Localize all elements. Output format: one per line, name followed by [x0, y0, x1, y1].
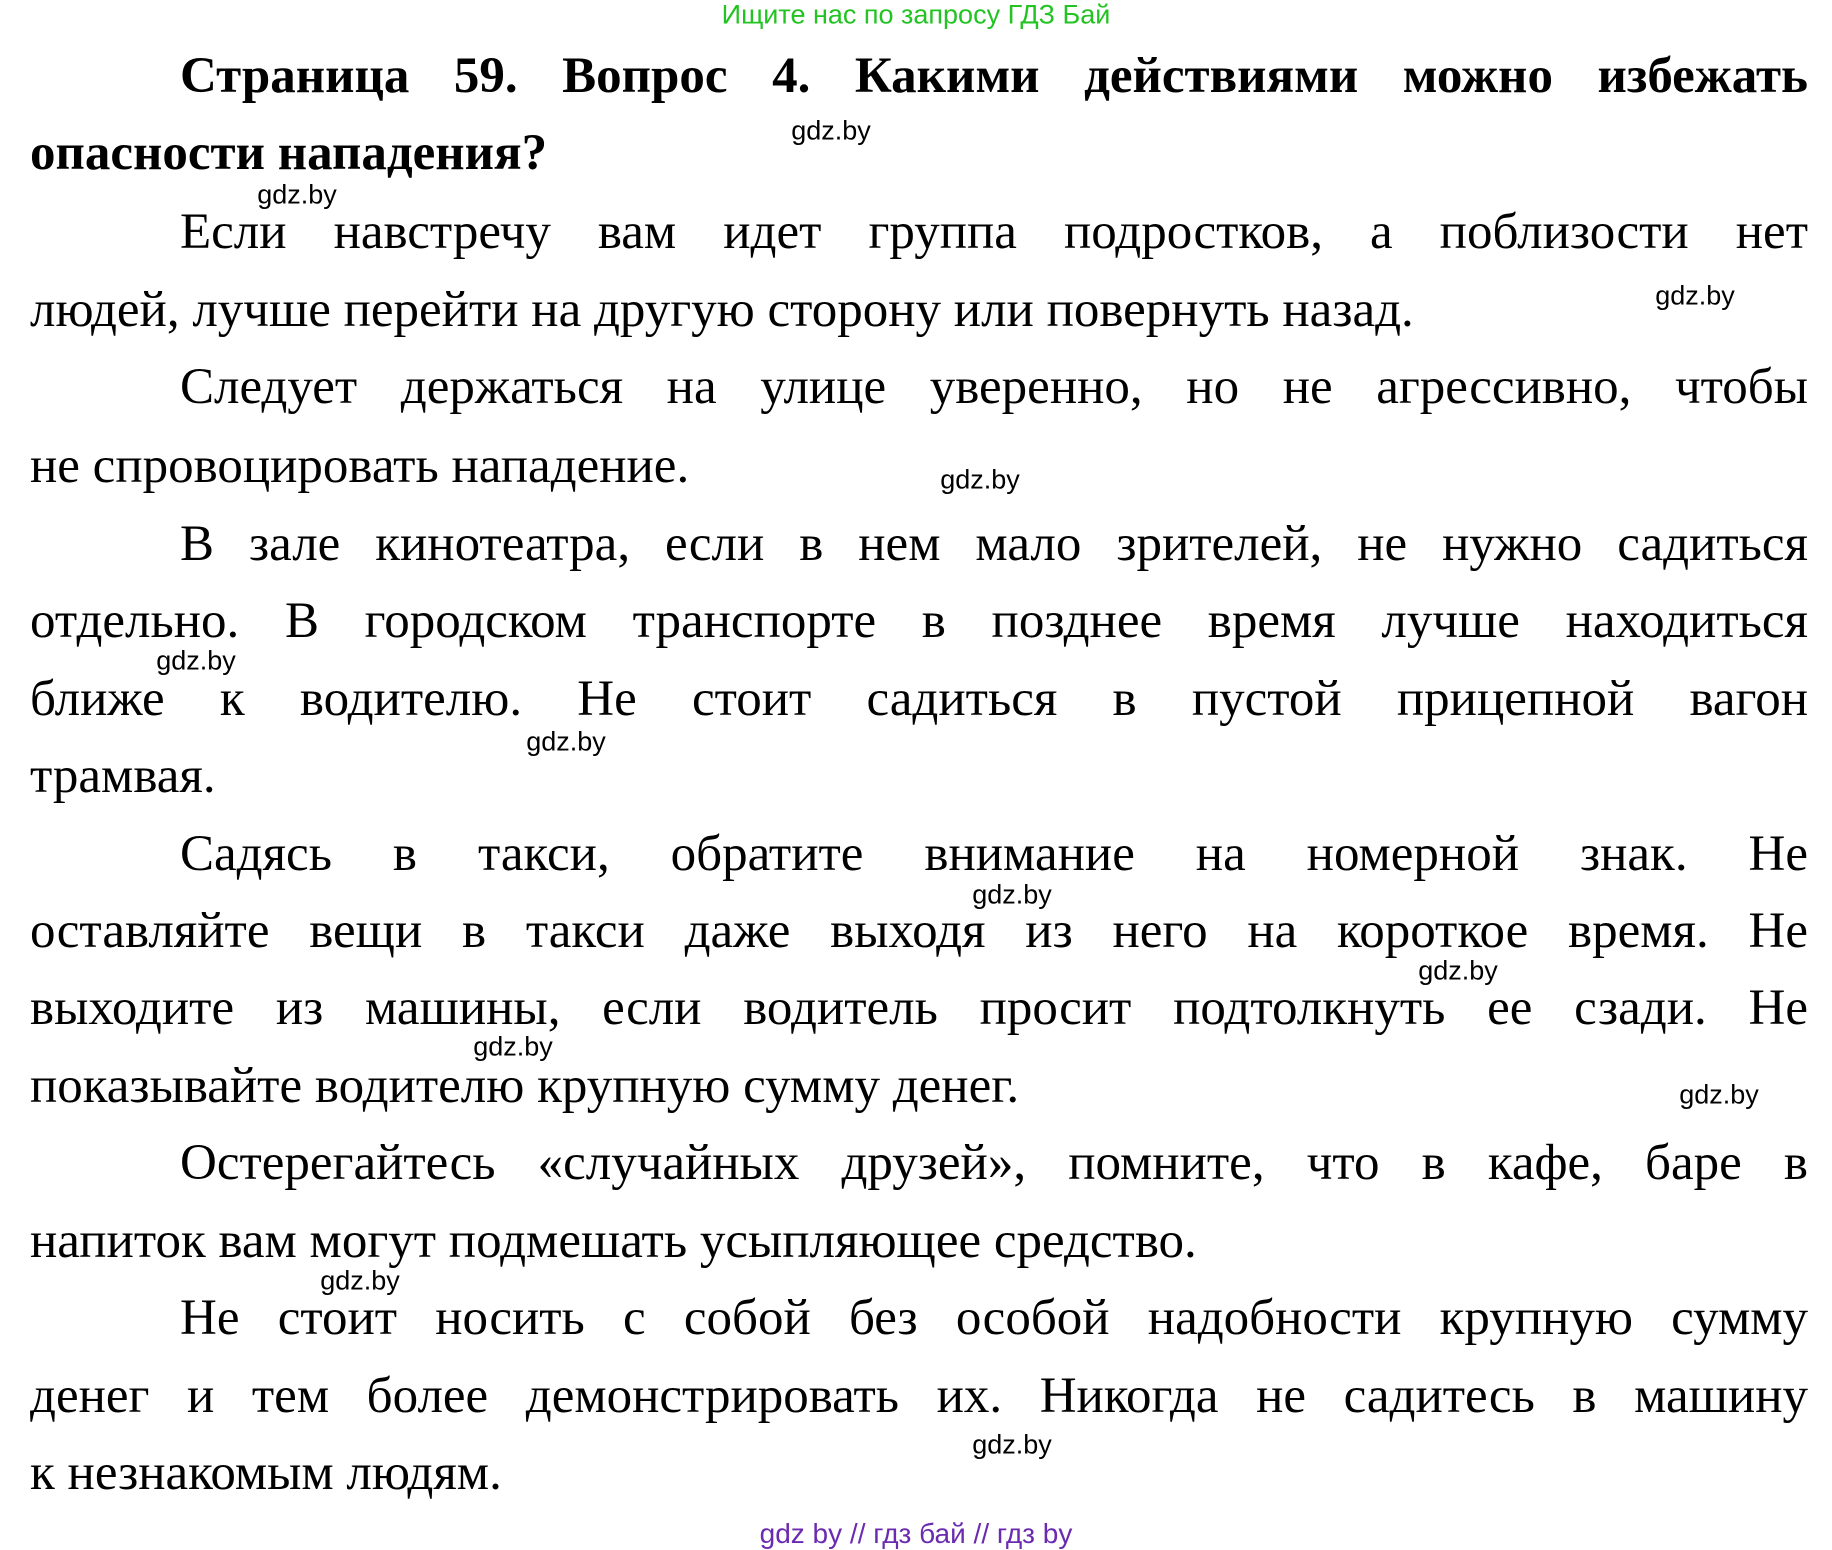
text-line: отдельно. В городском транспорте в позднее время лучше находиться: [30, 593, 1808, 649]
text-line: показывайте водителю крупную сумму денег.: [30, 1058, 1020, 1114]
page-title-line: Страница 59. Вопрос 4. Какими действиями можно избежать: [180, 48, 1808, 104]
watermark: gdz.by: [972, 1429, 1052, 1460]
text-line: к незнакомым людям.: [30, 1445, 502, 1501]
search-banner[interactable]: Ищите нас по запросу ГДЗ Бай: [721, 0, 1111, 30]
watermark: gdz.by: [257, 179, 337, 210]
watermark: gdz.by: [1418, 955, 1498, 986]
watermark: gdz.by: [156, 645, 236, 676]
page-title-line: опасности нападения?: [30, 125, 548, 181]
watermark: gdz.by: [320, 1265, 400, 1296]
text-line: выходите из машины, если водитель просит подтолкнуть ее сзади. Не: [30, 980, 1808, 1036]
watermark: gdz.by: [526, 726, 606, 757]
text-line: Следует держаться на улице уверенно, но не агрессивно, чтобы: [180, 359, 1808, 415]
watermark: gdz.by: [972, 879, 1052, 910]
text-line: Садясь в такси, обратите внимание на номерной знак. Не: [180, 826, 1808, 882]
footer-links[interactable]: gdz by // гдз бай // гдз by: [759, 1518, 1073, 1549]
watermark: gdz.by: [940, 464, 1020, 495]
text-line: денег и тем более демонстрировать их. Никогда не садитесь в машину: [30, 1368, 1808, 1424]
text-line: ближе к водителю. Не стоит садиться в пустой прицепной вагон: [30, 671, 1808, 727]
text-line: Не стоит носить с собой без особой надобности крупную сумму: [180, 1290, 1808, 1346]
watermark: gdz.by: [791, 115, 871, 146]
watermark: gdz.by: [1655, 280, 1735, 311]
text-line: оставляйте вещи в такси даже выходя из него на короткое время. Не: [30, 903, 1808, 959]
text-line: не спровоцировать нападение.: [30, 438, 690, 494]
text-line: В зале кинотеатра, если в нем мало зрителей, не нужно садиться: [180, 516, 1808, 572]
text-line: людей, лучше перейти на другую сторону или повернуть назад.: [30, 282, 1414, 338]
watermark: gdz.by: [1679, 1079, 1759, 1110]
text-line: Если навстречу вам идет группа подростков, а поблизости нет: [180, 204, 1808, 260]
text-line: трамвая.: [30, 748, 216, 804]
text-line: Остерегайтесь «случайных друзей», помните, что в кафе, баре в: [180, 1135, 1808, 1191]
watermark: gdz.by: [473, 1031, 553, 1062]
text-line: напиток вам могут подмешать усыпляющее средство.: [30, 1213, 1197, 1269]
